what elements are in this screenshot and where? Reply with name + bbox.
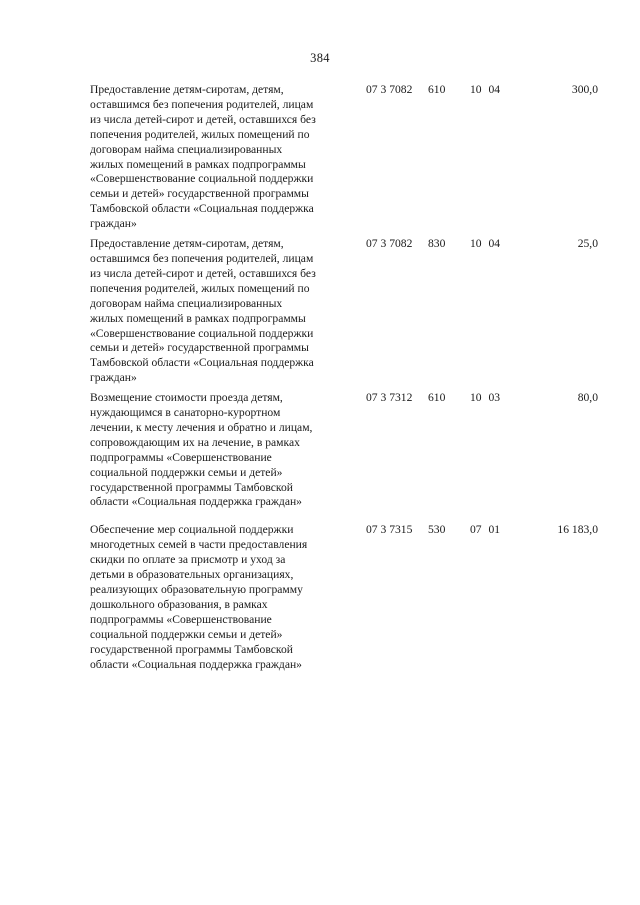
row-expense-type-code: 610 — [428, 83, 446, 96]
row-description: Предоставление детям-сиротам, детям, оставшимся без попечения родителей, лицам из числа детей-сирот и детей, оставшихся без попечения родителей, жилых помещений по договорам найма специализированных жилых помещений в рамках подпрограммы «Совершенствование социальной поддержки семьи и детей» государственной программы Тамбовской области «Социальная поддержка граждан» — [90, 237, 316, 385]
row-amount: 25,0 — [577, 237, 598, 251]
row-description: Обеспечение мер социальной поддержки многодетных семей в части предоставления скидки по оплате за присмотр и уход за детьми в образовательных организациях, реализующих образовательную программу дошкольного образования, в рамках подпрограммы «Совершенствование социальной поддержки семьи и детей» государственной программы Тамбовской области «Социальная поддержка граждан» — [90, 523, 308, 671]
row-description: Возмещение стоимости проезда детям, нуждающимся в санаторно-курортном лечении, к месту лечения и обратно и лицам, сопровождающим их на лечение, в рамках подпрограммы «Совершенствование социальной поддержки семьи и детей» государственной программы Тамбовской области «Социальная поддержка граждан» — [90, 391, 313, 509]
row-target-article-code: 07 3 7082 — [366, 237, 413, 251]
row-expense-type-code: 530 — [428, 523, 446, 537]
row-section-code: 07 01 — [470, 523, 501, 537]
row-expense-type-code: 610 — [428, 391, 446, 405]
row-description: Предоставление детям-сиротам, детям, оставшимся без попечения родителей, лицам из числа детей-сирот и детей, оставшихся без попечения родителей, жилых помещений по договорам найма специализированных жилых помещений в рамках подпрограммы «Совершенствование социальной поддержки семьи и детей» государственной программы Тамбовской области «Социальная поддержка граждан» — [90, 83, 316, 231]
page-number: 384 — [310, 51, 330, 65]
row-target-article-code: 07 3 7082 — [366, 83, 413, 96]
row-amount: 80,0 — [577, 391, 598, 405]
row-expense-type-code: 830 — [428, 237, 446, 251]
row-section-code: 10 03 — [470, 391, 501, 405]
row-section-code: 10 04 — [470, 237, 501, 251]
row-target-article-code: 07 3 7312 — [366, 391, 413, 405]
row-amount: 300,0 — [571, 83, 598, 96]
budget-row — [90, 83, 598, 232]
budget-row — [90, 237, 598, 386]
row-section-code: 10 04 — [470, 83, 501, 96]
budget-row — [90, 391, 598, 510]
budget-table — [90, 83, 598, 677]
budget-row — [90, 523, 598, 672]
row-amount: 16 183,0 — [557, 523, 598, 537]
row-target-article-code: 07 3 7315 — [366, 523, 413, 537]
